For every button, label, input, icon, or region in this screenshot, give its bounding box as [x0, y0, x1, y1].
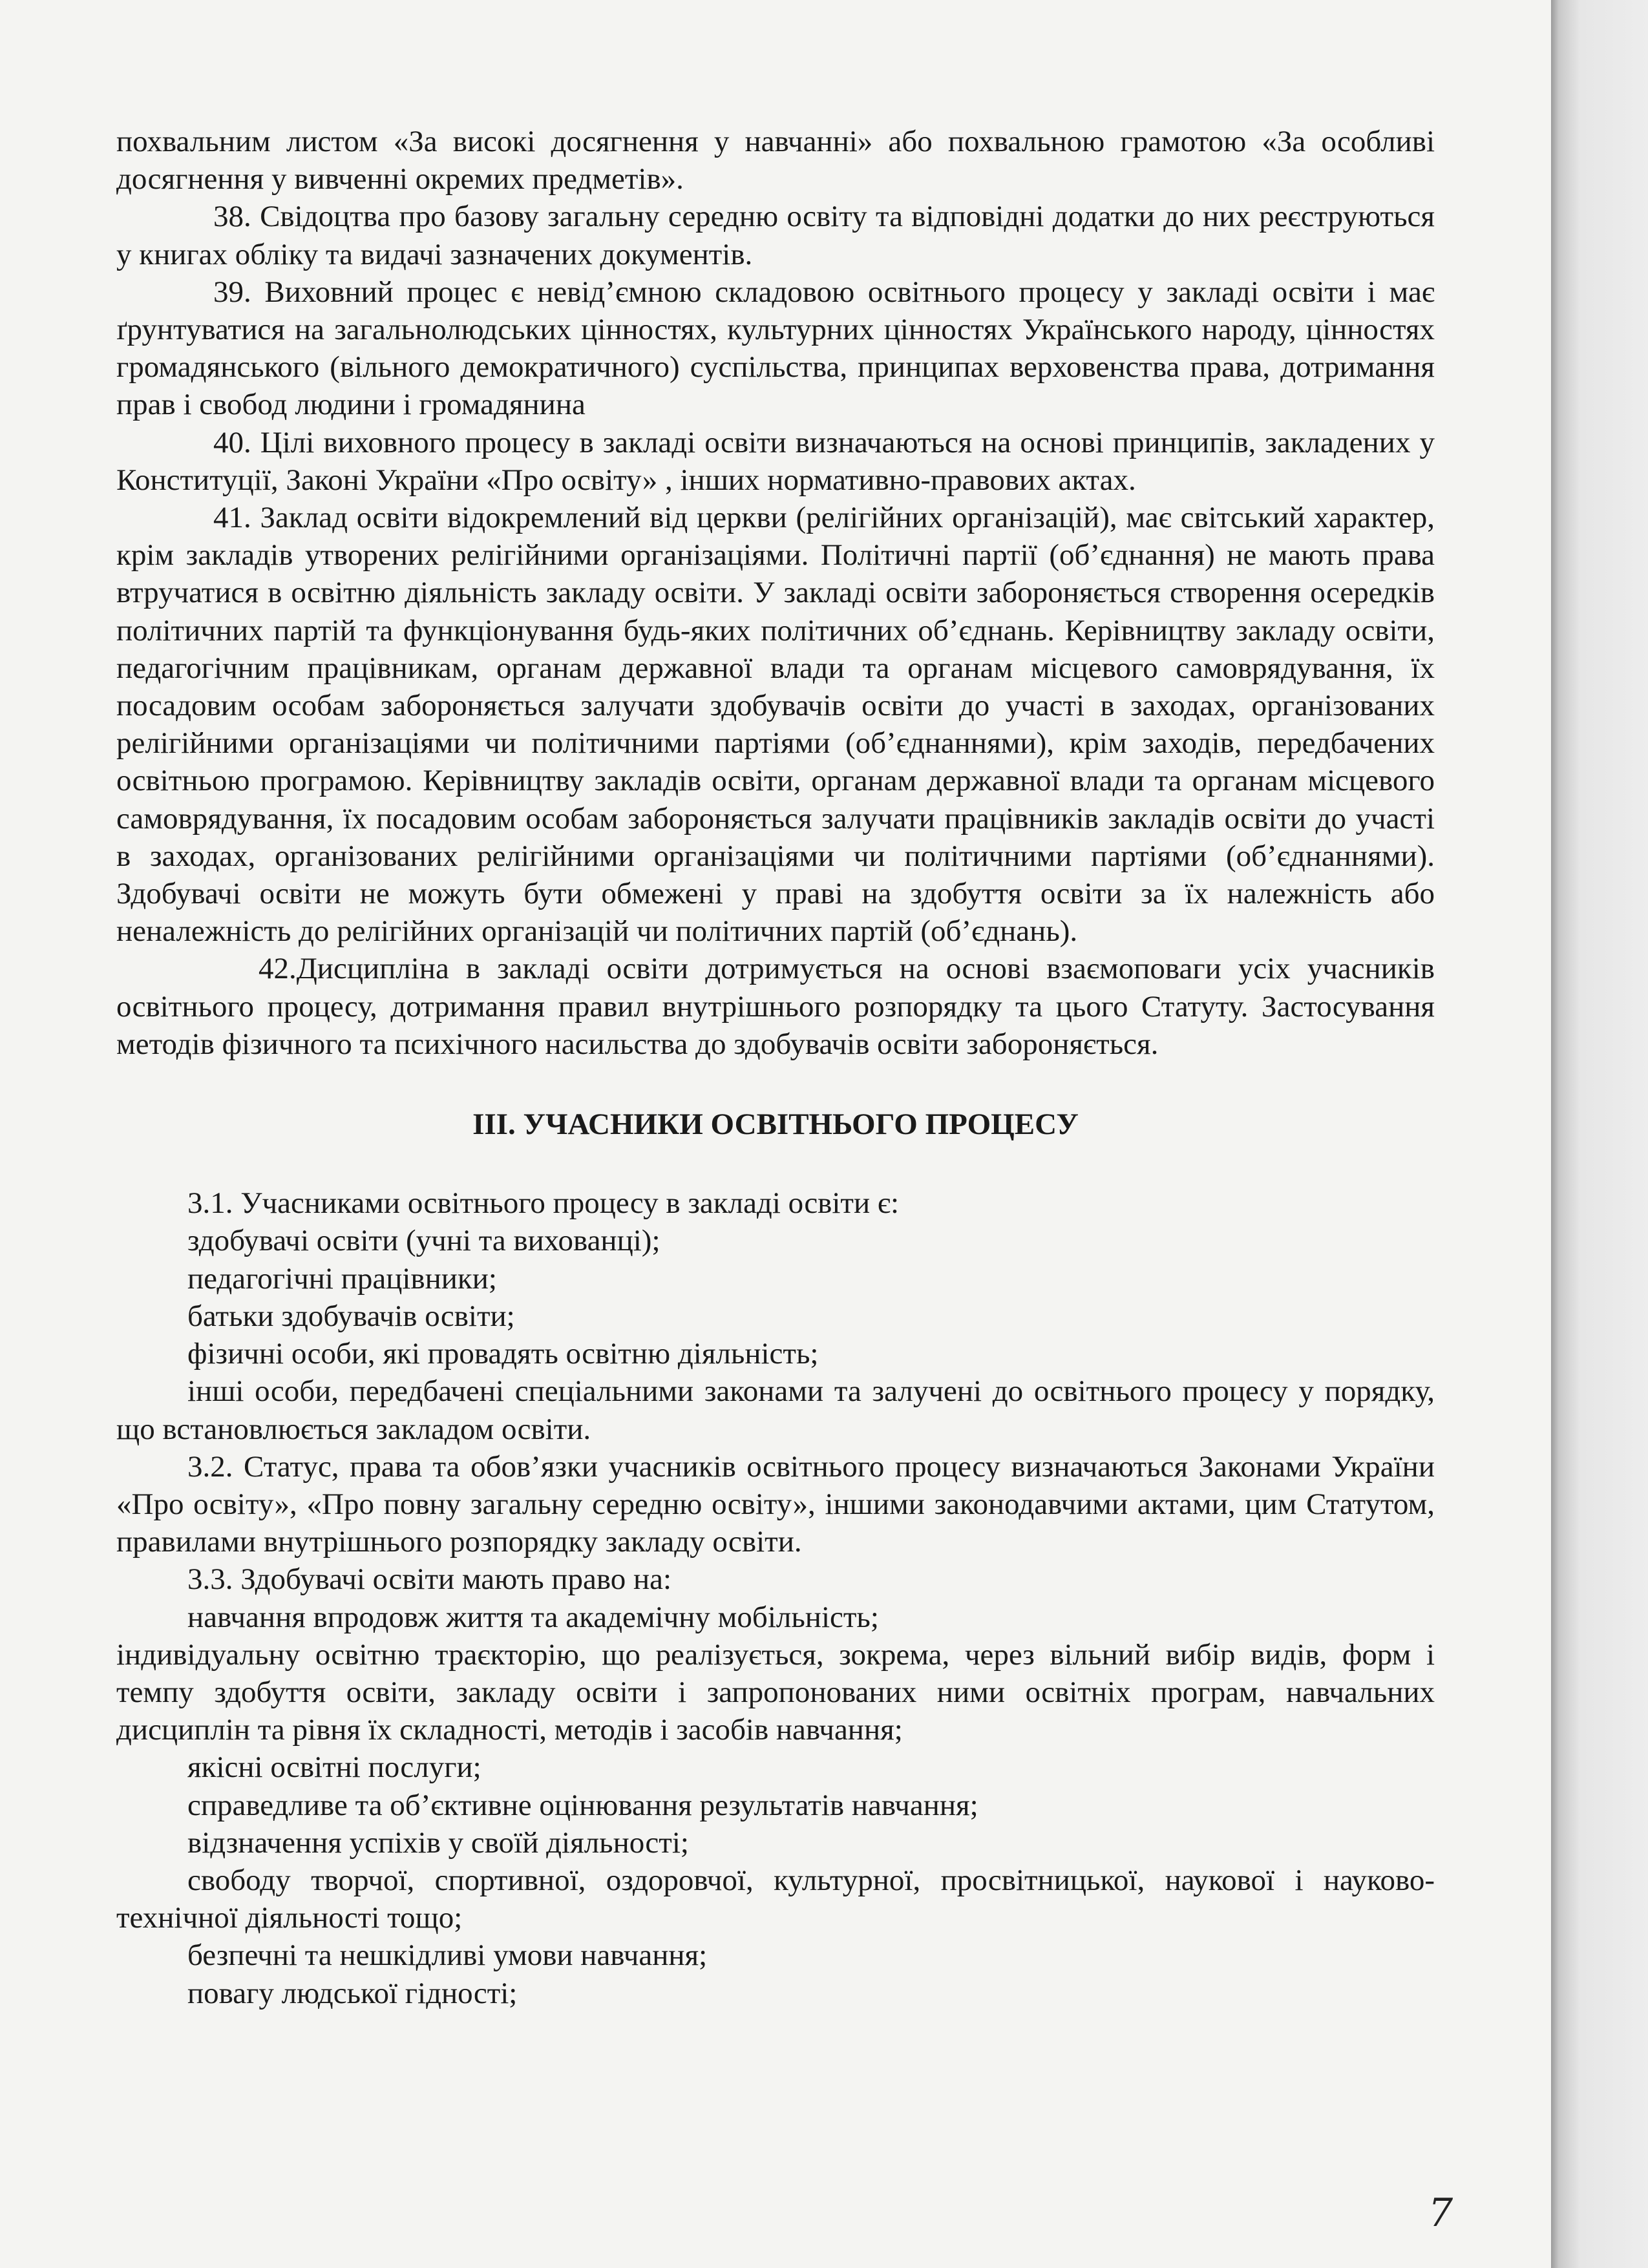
page-edge-shadow: [1551, 0, 1648, 2268]
section-heading: ІІІ. УЧАСНИКИ ОСВІТНЬОГО ПРОЦЕСУ: [472, 1108, 1079, 1142]
paragraph-41: 41. Заклад освіти відокремлений від церкви (релігійних організацій), має світський характер, крім закладів утворених релігійними організаціями. Політичні партії (об’єднання) не мають права втручатися в освітню діяльність закладу освіти. У закладі освіти забороняється створення осередків політичних партій та функціонування будь-яких політичних об’єднань. Керівництву закладу освіти, педагогічним працівникам, органам державної влади та органам місцевого самоврядування, їх посадовим особам забороняється залучати здобувачів освіти до участі в заходах, організованих релігійними організаціями чи політичними партіями (об’єднаннями), крім заходів, передбачених освітньою програмою. Керівництву закладів освіти, органам державної влади та органам місцевого самоврядування, їх посадовим особам забороняється залучати працівників закладів освіти до участі в заходах, організованих релігійними організаціями чи політичними партіями (об’єднаннями). Здобувачі освіти не можуть бути обмежені у праві на здобуття освіти за їх належність або неналежність до релігійних організацій чи політичних партій (об’єднань).: [116, 501, 1435, 949]
list-item: здобувачі освіти (учні та вихованці);: [187, 1224, 660, 1258]
page-number: 7: [1428, 2190, 1453, 2236]
paragraph-3-1: 3.1. Учасниками освітнього процесу в закладі освіти є:: [187, 1186, 900, 1221]
list-item: педагогічні працівники;: [187, 1261, 497, 1296]
list-item: свободу творчої, спортивної, оздоровчої, культурної, просвітницької, наукової і науково-технічної діяльності тощо;: [116, 1863, 1435, 1935]
list-item: фізичні особи, які провадять освітню діяльність;: [187, 1337, 819, 1371]
list-item: індивідуальну освітню траєкторію, що реалізується, зокрема, через вільний вибір видів, форм і темпу здобуття освіти, закладу освіти і запропонованих ними освітніх програм, навчальних дисциплін та рівня їх складності, методів і засобів навчання;: [116, 1637, 1435, 1747]
list-item: батьки здобувачів освіти;: [187, 1299, 515, 1333]
list-item: якісні освітні послуги;: [187, 1750, 481, 1785]
paragraph-38: 38. Свідоцтва про базову загальну середню освіту та відповідні додатки до них реєструються у книгах обліку та видачі зазначених документів.: [116, 200, 1435, 271]
paragraph-37-continuation: похвальним листом «За високі досягнення у навчанні» або похвальною грамотою «За особливі досягнення у вивченні окремих предметів».: [116, 125, 1435, 196]
list-item: повагу людської гідності;: [187, 1976, 518, 2010]
list-item: справедливе та об’єктивне оцінювання результатів навчання;: [187, 1788, 978, 1822]
paragraph-3-3: 3.3. Здобувачі освіти мають право на:: [187, 1562, 672, 1597]
list-item: інші особи, передбачені спеціальними законами та залучені до освітнього процесу у порядку, що встановлюється закладом освіти.: [116, 1374, 1435, 1446]
document-body: [116, 123, 1435, 2012]
paragraph-39: 39. Виховний процес є невід’ємною складовою освітнього процесу у закладі освіти і має ґрунтуватися на загальнолюдських цінностях, культурних цінностях Українського народу, цінностях громадянського (вільного демократичного) суспільства, принципах верховенства права, дотримання прав і свобод людини і громадянина: [116, 275, 1435, 422]
list-item: безпечні та нешкідливі умови навчання;: [187, 1938, 708, 1973]
paragraph-42: 42.Дисципліна в закладі освіти дотримується на основі взаємоповаги усіх учасників освітнього процесу, дотримання правил внутрішнього розпорядку та цього Статуту. Застосування методів фізичного та психічного насильства до здобувачів освіти забороняється.: [116, 952, 1435, 1061]
paragraph-3-2: 3.2. Статус, права та обов’язки учасників освітнього процесу визначаються Законами України «Про освіту», «Про повну загальну середню освіту», іншими законодавчими актами, цим Статутом, правилами внутрішнього розпорядку закладу освіти.: [116, 1449, 1435, 1559]
paragraph-40: 40. Цілі виховного процесу в закладі освіти визначаються на основі принципів, закладених у Конституції, Законі України «Про освіту» , інших нормативно-правових актах.: [116, 425, 1435, 497]
list-item: відзначення успіхів у своїй діяльності;: [187, 1825, 689, 1860]
list-item: навчання впродовж життя та академічну мобільність;: [187, 1600, 879, 1634]
